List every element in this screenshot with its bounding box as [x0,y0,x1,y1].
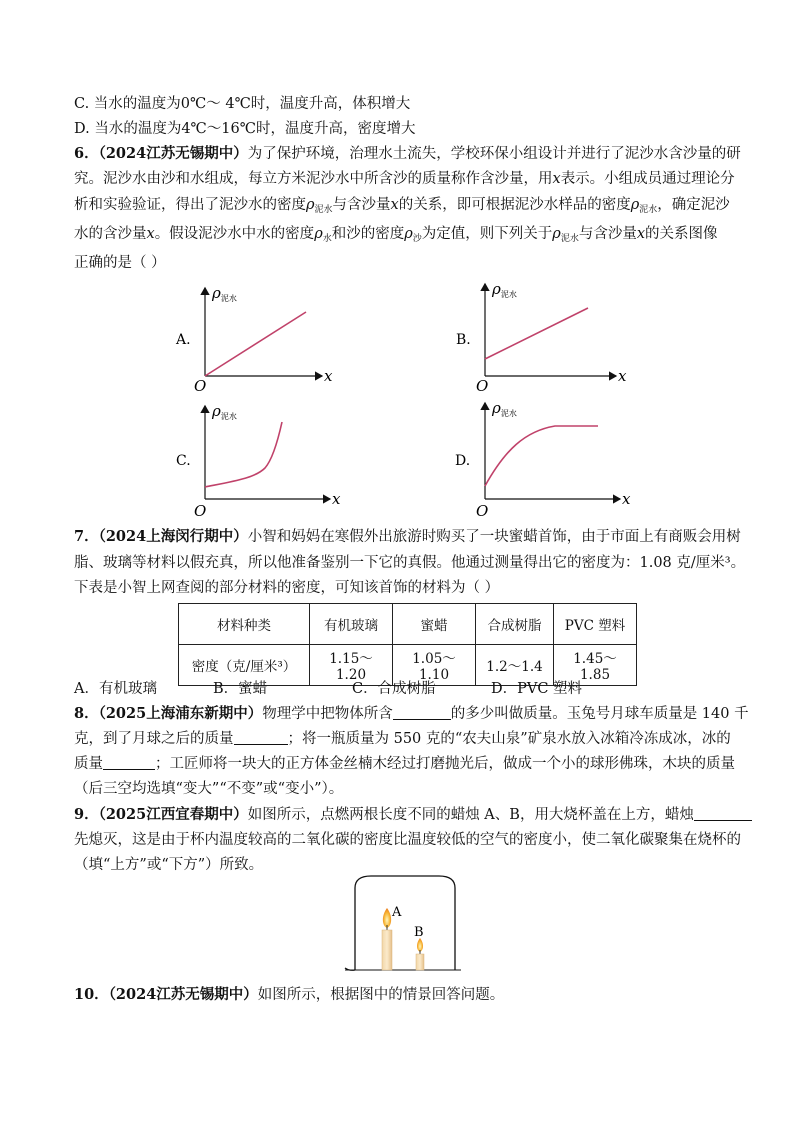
option-d: D. 当水的温度为4℃～16℃时，温度升高，密度增大 [74,121,416,137]
graph-c-curve [205,422,282,487]
graph-c [176,402,341,520]
graph-a-curve [205,312,306,376]
graph-a-x-label: x [324,367,333,385]
option-c: C. 当水的温度为0℃～ 4℃时，温度升高，体积增大 [74,96,411,112]
q8-blank-3[interactable] [103,755,155,770]
graph-b-x-label: x [618,367,627,385]
q8-line4: （后三空均选填“变大”“不变”或“变小”）。 [74,781,344,797]
graph-a [175,284,333,395]
q7-line1: 7．（2024上海闵行期中）小智和妈妈在寒假外出旅游时购买了一块蜜蜡首饰，由于市面上有商贩会用树 [74,528,741,545]
q8-line2: 克，到了月球之后的质量 ；将一瓶质量为 550 克的“农夫山泉”矿泉水放入冰箱冷冻成冰，冰的 [74,731,731,747]
graph-b-curve [485,308,588,359]
q10-line1: 10．（2024江苏无锡期中）如图所示，根据图中的情景回答问题。 [74,986,505,1003]
graph-d-curve [485,426,598,486]
q9-line1: 9．（2025江西宜春期中）如图所示，点燃两根长度不同的蜡烛 A、B，用大烧杯盖在上方，蜡烛 [74,805,752,825]
table-cell: 1.45～1.85 [554,645,637,686]
q10-number: 10． [74,986,109,1003]
graph-a-label: A. [176,332,191,348]
table-header-cell: 合成树脂 [476,604,554,645]
candle-a-body [382,930,392,970]
table-cell: 1.05～1.10 [393,645,476,686]
q7-option-b: B．蜜蜡 [213,681,268,697]
q6-line1: 6．（2024江苏无锡期中）为了保护环境，治理水土流失，学校环保小组设计并进行了泥沙水含沙量的研 [74,145,741,162]
q9-line2: 先熄灭，这是由于杯内温度较高的二氧化碳的密度比温度较低的空气的密度小，使二氧化碳聚集在烧杯的 [74,832,741,848]
table-header-cell: 材料种类 [179,604,310,645]
q6-line4: 水的含沙量x。假设泥沙水中水的密度$\rho_水$和沙的密度$\rho_沙$为定值，则下列关于$\rho_{泥水}$与含沙量x的关系图像 [74,226,718,244]
candle-a [382,905,402,970]
graph-b-label: B. [456,332,471,348]
q8-line3: 质量 ；工匠师将一块大的正方体金丝楠木经过打磨抛光后，做成一个小的球形佛珠，木块的质量 [74,756,735,772]
graph-c-y-label: $\rho_{泥水}$ [212,402,237,421]
graph-b-y-label: $\rho_{泥水}$ [492,280,517,299]
graph-d-x-label: x [622,490,631,508]
q9-source: （2025江西宜春期中） [98,806,248,823]
beaker [355,876,455,970]
q6-number: 6． [74,145,99,162]
table-row [179,604,637,645]
q8-number: 8． [74,705,99,722]
graph-b-origin: O [476,377,489,395]
q7-line3: 下表是小智上网查阅的部分材料的密度，可知该首饰的材料为（ ） [74,580,500,596]
table-cell: 1.15～1.20 [310,645,393,686]
candle-b [414,925,424,970]
table-header-cell: 蜜蜡 [393,604,476,645]
candle-b-flame [417,938,423,952]
q8-blank-2[interactable] [234,730,288,745]
q6-source: （2024江苏无锡期中） [98,145,248,162]
table-cell: 密度（克/厘米³） [179,645,310,686]
candle-figure [335,870,475,980]
q7-option-c: C．合成树脂 [352,681,436,697]
q7-line2: 脂、玻璃等材料以假充真，所以他准备鉴别一下它的真假。他通过测量得出它的密度为：1.08 克/厘米³。 [74,555,746,571]
q6-line2: 究。泥沙水由沙和水组成，每立方米泥沙水中所含沙的质量称作含沙量，用x表示。小组成员通过理论分 [74,171,735,187]
graph-a-y-label: $\rho_{泥水}$ [212,284,237,303]
q7-option-a: A．有机玻璃 [74,681,157,697]
q9-line3: （填“上方”或“下方”）所致。 [74,857,264,873]
table-header-cell: 有机玻璃 [310,604,393,645]
candle-b-body [416,954,424,970]
q6-line5: 正确的是（ ） [74,255,166,271]
q9-number: 9． [74,806,99,823]
q7-source: （2024上海闵行期中） [98,528,248,545]
q6-line3: 析和实验验证，得出了泥沙水的密度$\rho_{泥水}$与含沙量x的关系，即可根据泥沙水样品的密度$\rho_{泥水}$，确定泥沙 [74,197,730,215]
table-header-cell: PVC 塑料 [554,604,637,645]
graph-a-origin: O [194,377,207,395]
q8-line1: 8．（2025上海浦东新期中）物理学中把物体所含 的多少叫做质量。玉兔号月球车质量是 140 千 [74,705,749,722]
graph-d [455,399,631,520]
candle-a-label: A [392,905,402,920]
graph-c-label: C. [176,453,191,469]
q7-option-d: D．PVC 塑料 [491,681,583,697]
q9-blank-1[interactable] [694,806,752,821]
q10-source: （2024江苏无锡期中） [108,986,258,1003]
q8-source: （2025上海浦东新期中） [98,705,263,722]
candle-b-label: B [414,925,424,940]
q8-blank-1[interactable] [393,705,451,720]
graph-d-label: D. [455,453,471,469]
q6-graphs [0,280,800,530]
graph-b [456,280,627,395]
density-table [178,603,637,686]
table-cell: 1.2～1.4 [476,645,554,686]
graph-d-y-label: $\rho_{泥水}$ [492,399,517,418]
q7-number: 7． [74,528,99,545]
graph-c-origin: O [194,502,207,520]
graph-c-x-label: x [332,490,341,508]
graph-d-origin: O [476,502,489,520]
